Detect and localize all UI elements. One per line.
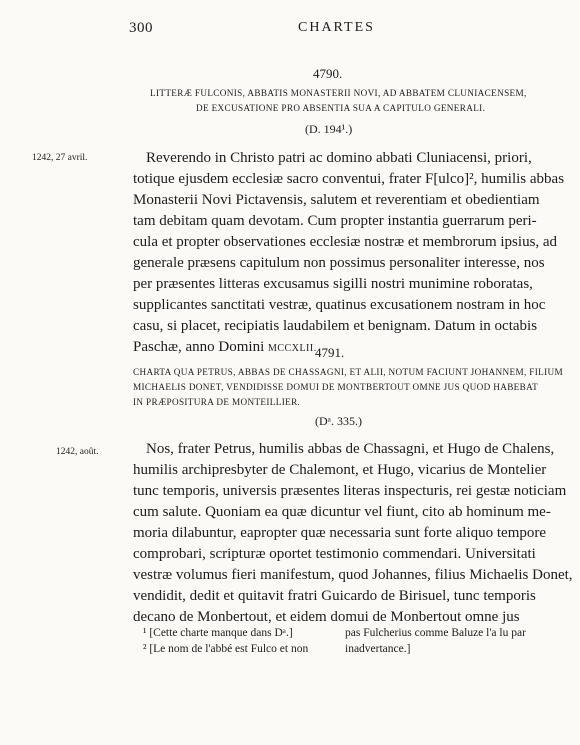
body-line: Nos, frater Petrus, humilis abbas de Chassagni, et Hugo de Chalens, (146, 441, 555, 457)
footnote-right: inadvertance.] (345, 643, 411, 655)
body-line: cum salute. Quoniam ea quæ dicuntur vel fiunt, cito ab hominum me- (133, 504, 551, 520)
margin-date: 1242, août. (56, 447, 99, 457)
margin-date: 1242, 27 avril. (32, 153, 88, 163)
body-line: per præsentes litteras excusamus sigilli nostri munimine roboratas, (133, 276, 533, 292)
body-line: totique ejusdem ecclesiæ sacro conventui, frater F[ulco]², humilis abbas (133, 171, 565, 187)
charter-heading-line: MICHAELIS DONET, VENDIDISSE DOMUI DE MONTBERTOUT OMNE JUS QUOD HABEBAT (133, 382, 539, 392)
charter-number: 4791. (315, 345, 345, 360)
body-line: humilis archipresbyter de Chalemont, et Hugo, vicarius de Montelier (133, 462, 547, 478)
charter-heading-line: IN PRÆPOSITURA DE MONTEILLIER. (133, 397, 301, 407)
charter-heading-line: CHARTA QUA PETRUS, ABBAS DE CHASSAGNI, ET ALII, NOTUM FACIUNT JOHANNEM, FILIUM (133, 367, 564, 377)
body-line: moria dilabuntur, eapropter quæ necessaria sunt forte aliquo tempore (133, 525, 547, 541)
body-line: vestræ volumus fieri manifestum, quod Johannes, filius Michaelis Donet, (133, 567, 573, 583)
charter-heading-line: DE EXCUSATIONE PRO ABSENTIA SUA A CAPITULO GENERALI. (196, 103, 486, 113)
year-roman: MCCXLII. (268, 343, 317, 354)
body-line: supplicantes sanctitati vestræ, quatinus excusationem nostram in hoc (133, 297, 546, 313)
body-line: generale præsens capitulum non possimus personaliter interesse, nos (133, 255, 545, 271)
charter-number: 4790. (313, 66, 343, 81)
body-line: Monasterii Novi Pictavensis, salutem et reverentiam et obedientiam (133, 192, 540, 208)
body-line: vendidit, dedit et quitavit fratri Guicardo de Birisuel, tunc temporis (133, 588, 536, 604)
body-line: cula et propter observationes ecclesiæ nostræ et membrorum ipsius, ad (133, 234, 558, 250)
footnote-left: ² [Le nom de l'abbé est Fulco et non (143, 643, 309, 655)
body-line: tunc temporis, universis præsentes literas inspecturis, rei gestæ noticiam (133, 483, 567, 499)
charter-reference: (Dᵃ. 335.) (315, 414, 362, 428)
page-number: 300 (129, 20, 153, 36)
body-line: casu, si placet, recipiatis laudabilem et benignam. Datum in octabis (133, 318, 538, 334)
body-line-last (133, 337, 317, 359)
footnote-left: ¹ [Cette charte manque dans Dᵃ.] (143, 627, 293, 639)
body-line: Reverendo in Christo patri ac domino abbati Cluniacensi, priori, (146, 150, 532, 166)
body-line: comprobari, scripturæ oportet testimonio commendari. Universitati (133, 546, 536, 562)
charter-heading-line: LITTERÆ FULCONIS, ABBATIS MONASTERII NOVI, AD ABBATEM CLUNIACENSEM, (150, 88, 527, 98)
body-line: decano de Monbertout, et eidem domui de Monbertout omne jus (133, 609, 520, 625)
footnote-right: pas Fulcherius comme Baluze l'a lu par (345, 627, 526, 639)
body-line-text: Paschæ, anno Domini (133, 339, 268, 355)
charter-reference: (D. 194¹.) (305, 122, 353, 136)
running-head: CHARTES (298, 20, 375, 35)
body-line: tam debitam quam devotam. Cum propter instantia guerrarum peri- (133, 213, 537, 229)
